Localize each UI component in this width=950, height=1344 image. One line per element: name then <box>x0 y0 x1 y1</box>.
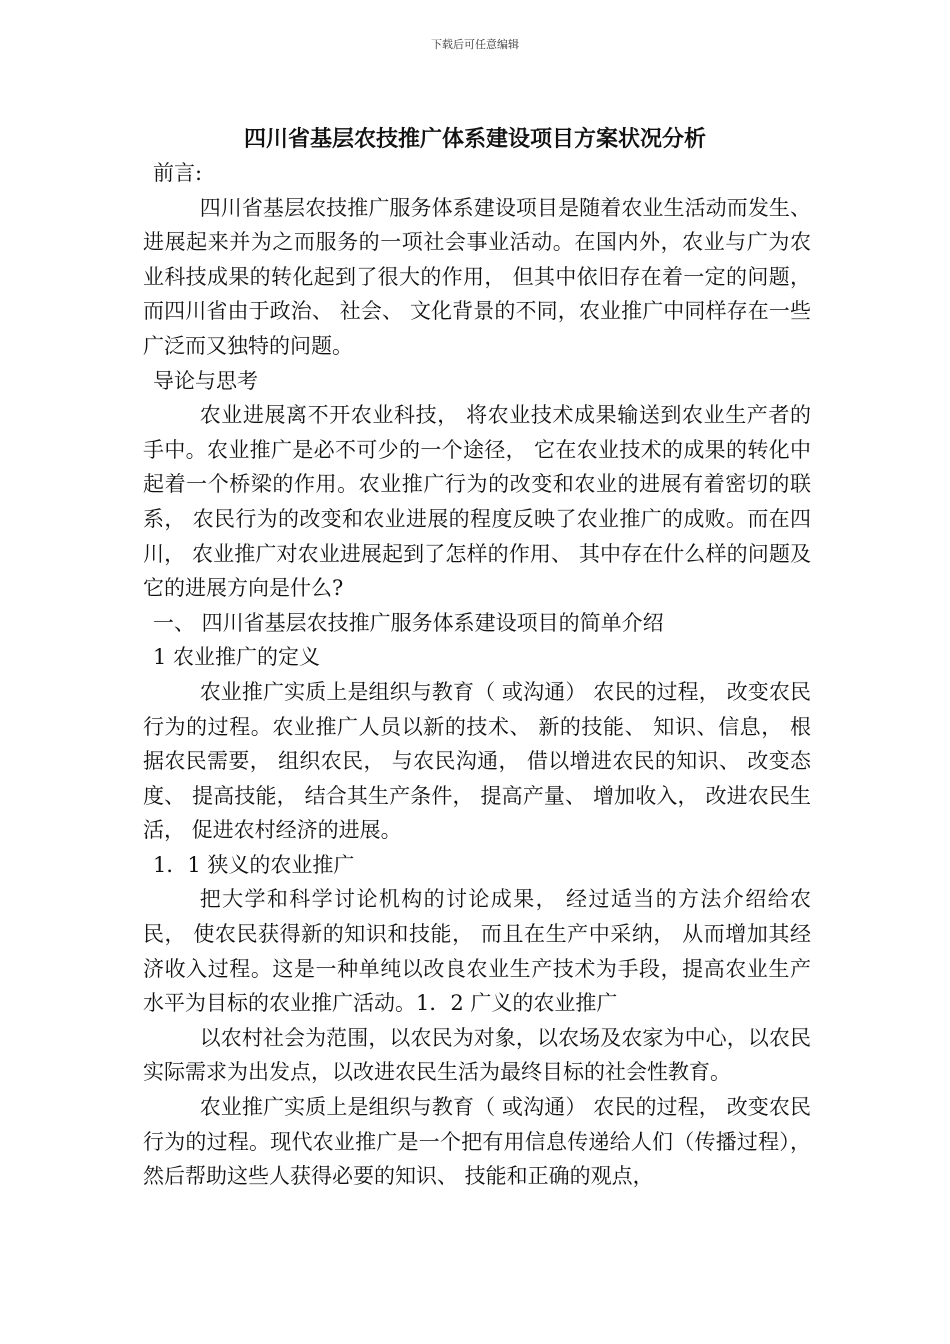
section-heading: 前言: <box>153 161 203 185</box>
paragraph: 农业推广实质上是组织与教育（ 或沟通） 农民的过程， 改变农民行为的过程。农业推广人员以新的技术、 新的技能、 知识、信息， 根据农民需要， 组织农民， 与农民沟通， 借以增进农民的知识、 改变态度、 提高技能， 结合其生产条件， 提高产量、 增加收入， 改进农民生活， 促进农村经济的进展。 <box>143 679 811 843</box>
paragraph: 农业推广实质上是组织与教育（ 或沟通） 农民的过程， 改变农民行为的过程。现代农业推广是一个把有用信息传递给人们（传播过程）， 然后帮助这些人获得必要的知识、 技能和正确的观点， <box>143 1095 811 1189</box>
header-note: 下载后可任意编辑 <box>431 38 519 51</box>
paragraph: 农业进展离不开农业科技， 将农业技术成果输送到农业生产者的手中。农业推广是必不可少的一个途径， 它在农业技术的成果的转化中起着一个桥梁的作用。农业推广行为的改变和农业的进展有着密切的联系， 农民行为的改变和农业进展的程度反映了农业推广的成败。而在四川， 农业推广对农业进展起到了怎样的作用、 其中存在什么样的问题及它的进展方向是什么? <box>143 403 811 601</box>
section-heading: 1．1 狭义的农业推广 <box>153 852 355 877</box>
paragraph: 把大学和科学讨论机构的讨论成果， 经过适当的方法介绍给农民， 使农民获得新的知识和技能， 而且在生产中采纳， 从而增加其经济收入过程。这是一种单纯以改良农业生产技术为手段，提高农业生产水平为目标的农业推广活动。1．2 广义的农业推广 <box>143 887 811 1016</box>
section-heading: 导论与思考 <box>153 368 258 393</box>
document-title: 四川省基层农技推广体系建设项目方案状况分析 <box>243 127 706 152</box>
section-heading: 一、 四川省基层农技推广服务体系建设项目的简单介绍 <box>153 610 664 635</box>
paragraph: 四川省基层农技推广服务体系建设项目是随着农业生活动而发生、 进展起来并为之而服务的一项社会事业活动。在国内外，农业与广为农业科技成果的转化起到了很大的作用， 但其中依旧存在着一定的问题， 而四川省由于政治、 社会、 文化背景的不同，农业推广中同样存在一些广泛而又独特的问题。 <box>143 195 811 358</box>
paragraph: 以农村社会为范围，以农民为对象，以农场及农家为中心，以农民实际需求为出发点，以改进农民生活为最终目标的社会性教育。 <box>143 1025 811 1085</box>
document-body <box>143 156 811 1194</box>
section-heading: 1 农业推广的定义 <box>153 645 321 670</box>
